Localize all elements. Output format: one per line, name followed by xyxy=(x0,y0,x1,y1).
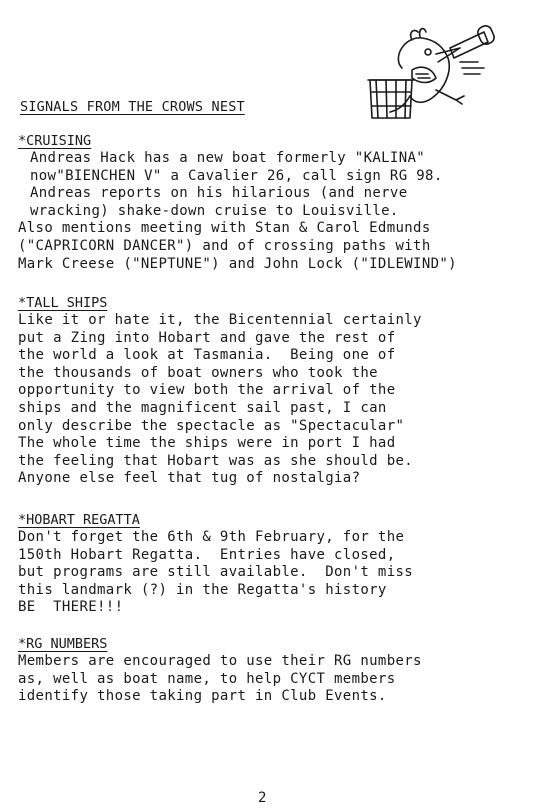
text-line: Mark Creese ("NEPTUNE") and John Lock ("IDLEWIND") xyxy=(18,255,457,272)
section-hobart-regatta xyxy=(18,512,548,617)
text-line: ("CAPRICORN DANCER") and of crossing paths with xyxy=(18,237,431,254)
text-line: ships and the magnificent sail past, I can xyxy=(18,399,387,416)
section-heading: *TALL SHIPS xyxy=(18,295,108,311)
text-line: Anyone else feel that tug of nostalgia? xyxy=(18,470,361,487)
text-line: wracking) shake-down cruise to Louisville. xyxy=(30,202,399,219)
text-line: only describe the spectacle as "Spectacular" xyxy=(18,417,405,434)
text-line: Members are encouraged to use their RG numbers xyxy=(18,653,422,669)
text-line: The whole time the ships were in port I had xyxy=(18,435,396,452)
text-line: as, well as boat name, to help CYCT members xyxy=(18,670,396,687)
text-line: now"BIENCHEN V" a Cavalier 26, call sign RG 98. xyxy=(30,167,443,184)
text-line: Also mentions meeting with Stan & Carol Edmunds xyxy=(18,220,431,237)
text-line: identify those taking part in Club Events. xyxy=(18,688,387,705)
text-line: the thousands of boat owners who took the xyxy=(18,364,378,381)
text-line: the world a look at Tasmania. Being one of xyxy=(18,347,396,364)
section-rg-numbers xyxy=(18,636,548,706)
page-title: SIGNALS FROM THE CROWS NEST xyxy=(20,99,245,115)
text-line: the feeling that Hobart was as she should be. xyxy=(18,452,414,469)
section-heading: *RG NUMBERS xyxy=(18,636,108,652)
text-line: Don't forget the 6th & 9th February, for the xyxy=(18,529,405,545)
text-line: BE THERE!!! xyxy=(18,599,124,616)
text-line: put a Zing into Hobart and gave the rest of xyxy=(18,329,396,346)
crow-with-telescope-illustration xyxy=(352,18,502,123)
section-heading: *HOBART REGATTA xyxy=(18,512,140,528)
section-cruising xyxy=(18,133,548,273)
text-line: but programs are still available. Don't miss xyxy=(18,564,414,581)
text-line: opportunity to view both the arrival of the xyxy=(18,382,396,399)
text-line: Andreas reports on his hilarious (and nerve xyxy=(30,185,408,202)
text-line: 150th Hobart Regatta. Entries have closed, xyxy=(18,546,396,563)
section-heading: *CRUISING xyxy=(18,133,92,149)
text-line: this landmark (?) in the Regatta's history xyxy=(18,581,387,598)
text-line: Like it or hate it, the Bicentennial certainly xyxy=(18,312,422,328)
page-number: 2 xyxy=(258,790,267,806)
text-line: Andreas Hack has a new boat formerly "KALINA" xyxy=(30,150,426,166)
section-tall-ships xyxy=(18,295,548,488)
